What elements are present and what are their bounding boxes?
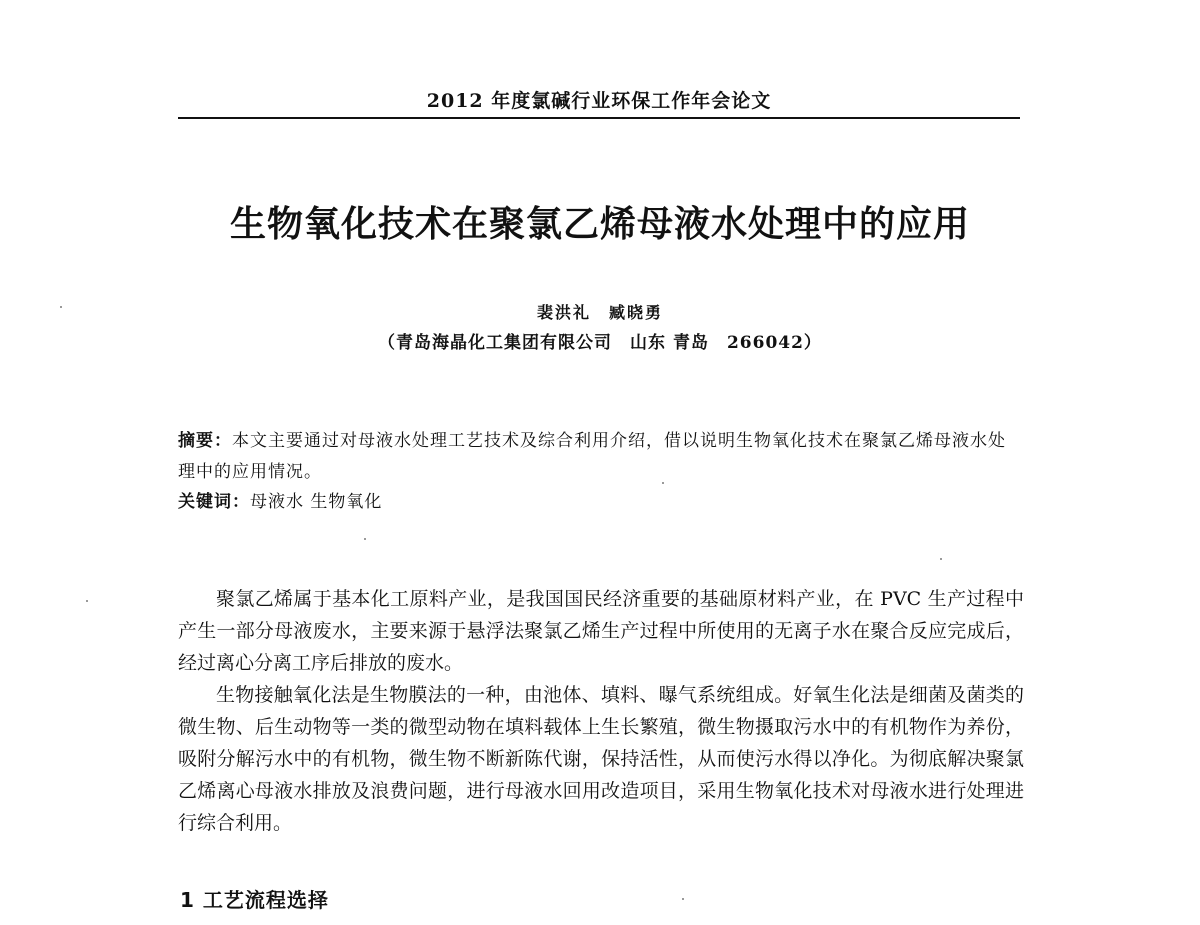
keywords [178, 488, 1020, 516]
paragraph: 生物接触氧化法是生物膜法的一种，由池体、填料、曝气系统组成。好氧生化法是细菌及菌类的微生物、后生动物等一类的微型动物在填料载体上生长繁殖，微生物摄取污水中的有机物作为养份，吸附分解污水中的有机物，微生物不断新陈代谢，保持活性，从而使污水得以净化。为彻底解决聚氯乙烯离心母液水排放及浪费问题，进行母液水回用改造项目，采用生物氧化技术对母液水进行处理进行综合利用。 [178, 684, 1024, 834]
body-text [178, 583, 1024, 839]
scan-speck [364, 538, 366, 540]
abstract-text: 本文主要通过对母液水处理工艺技术及综合利用介绍，借以说明生物氧化技术在聚氯乙烯母液水处理中的应用情况。 [178, 431, 1006, 482]
scan-speck [86, 600, 88, 602]
abstract [178, 426, 1020, 488]
scan-speck [940, 558, 942, 560]
keywords-text: 母液水 生物氧化 [250, 492, 383, 512]
scan-speck [60, 306, 62, 308]
running-header: 2012 年度氯碱行业环保工作年会论文 [426, 90, 772, 112]
header-rule [178, 117, 1020, 119]
authors: 裴洪礼 臧晓勇 [536, 303, 663, 322]
keywords-label: 关键词： [178, 492, 250, 512]
abstract-label: 摘要： [178, 431, 232, 451]
affiliation: （青岛海晶化工集团有限公司 山东 青岛 266042） [378, 333, 822, 353]
scan-speck [682, 898, 684, 900]
scan-speck [662, 482, 664, 484]
paragraph: 聚氯乙烯属于基本化工原料产业，是我国国民经济重要的基础原材料产业，在 PVC 生产过程中产生一部分母液废水，主要来源于悬浮法聚氯乙烯生产过程中所使用的无离子水在聚合反应完成后，经过离心分离工序后排放的废水。 [178, 588, 1024, 674]
paper-title: 生物氧化技术在聚氯乙烯母液水处理中的应用 [229, 203, 970, 245]
section-heading: 1 工艺流程选择 [180, 888, 329, 912]
